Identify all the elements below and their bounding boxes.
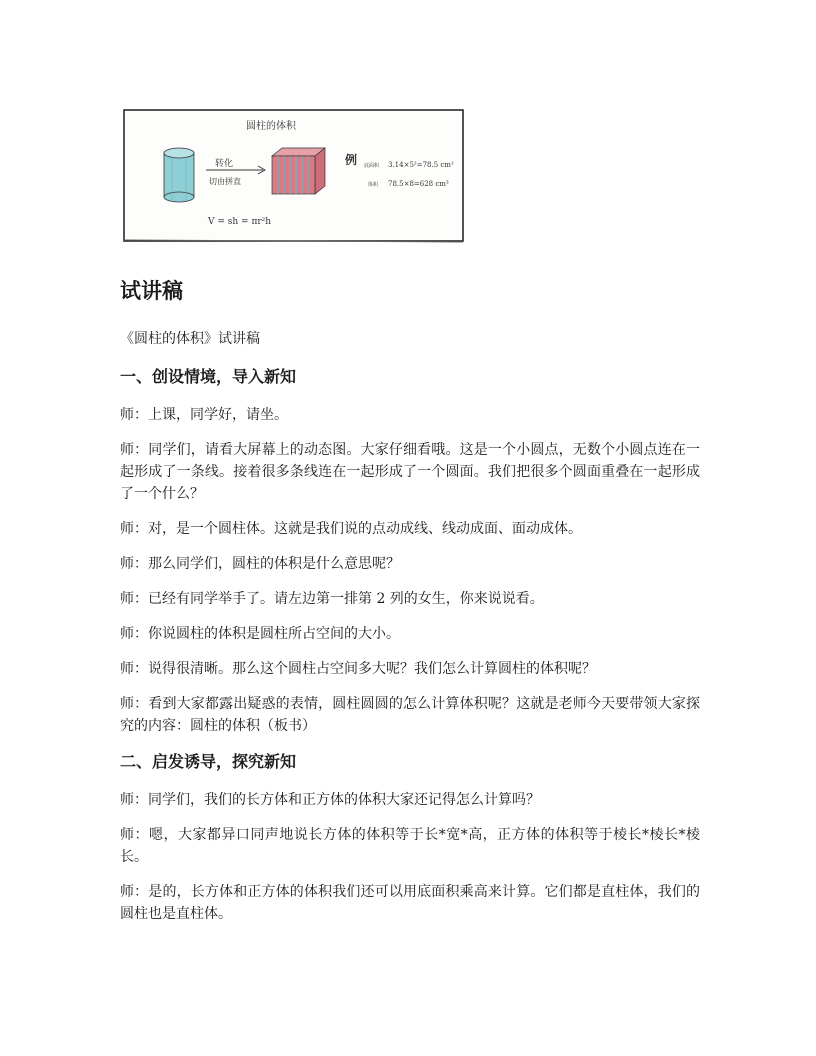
paragraph: 师：嗯，大家都异口同声地说长方体的体积等于长*宽*高，正方体的体积等于棱长*棱长*棱长。 — [120, 827, 700, 865]
paragraph: 师：对，是一个圆柱体。这就是我们说的点动成线、线动成面、面动成体。 — [120, 521, 582, 537]
board-example-line1: 3.14×5²=78.5 cm² — [388, 161, 454, 169]
document-title: 试讲稿 — [120, 279, 183, 303]
board-heading: 圆柱的体积 — [246, 121, 296, 132]
document-body — [120, 276, 700, 938]
section-heading: 二、启发诱导，探究新知 — [120, 752, 297, 771]
board-sketch-image — [120, 96, 467, 244]
section-heading: 一、创设情境，导入新知 — [120, 367, 297, 386]
paragraph: 师：同学们，我们的长方体和正方体的体积大家还记得怎么计算吗？ — [120, 792, 540, 808]
board-example-line2-tag: 体积 — [368, 182, 379, 188]
board-arrow-top: 转化 — [215, 159, 234, 169]
paragraph: 师：看到大家都露出疑惑的表情，圆柱圆圆的怎么计算体积呢？这就是老师今天要带领大家探究的内容：圆柱的体积（板书） — [120, 696, 700, 734]
paragraph: 师：同学们，请看大屏幕上的动态图。大家仔细看哦。这是一个小圆点，无数个小圆点连在一起形成了一条线。接着很多条线连在一起形成了一个圆面。我们把很多个圆面重叠在一起形成了一个什么？ — [120, 442, 700, 502]
document-subtitle: 《圆柱的体积》试讲稿 — [120, 331, 260, 347]
paragraph: 师：已经有同学举手了。请左边第一排第 2 列的女生，你来说说看。 — [120, 591, 544, 607]
cuboid-drawing — [272, 148, 325, 194]
paragraph: 师：你说圆柱的体积是圆柱所占空间的大小。 — [120, 626, 400, 642]
board-example-line2: 78.5×8=628 cm³ — [388, 180, 449, 188]
cylinder-drawing — [164, 148, 194, 202]
board-example-line1-tag: 底面积 — [364, 163, 380, 169]
board-formula: V = sh = πr²h — [208, 217, 272, 227]
board-arrow-bottom: 切由拼直 — [209, 177, 241, 186]
board-example-label: 例 — [345, 153, 358, 167]
paragraph: 师：那么同学们，圆柱的体积是什么意思呢？ — [120, 556, 400, 572]
paragraph: 师：是的，长方体和正方体的体积我们还可以用底面积乘高来计算。它们都是直柱体，我们的圆柱也是直柱体。 — [120, 884, 700, 922]
paragraph: 师：上课，同学好，请坐。 — [120, 407, 288, 423]
paragraph: 师：说得很清晰。那么这个圆柱占空间多大呢？我们怎么计算圆柱的体积呢？ — [120, 661, 596, 677]
